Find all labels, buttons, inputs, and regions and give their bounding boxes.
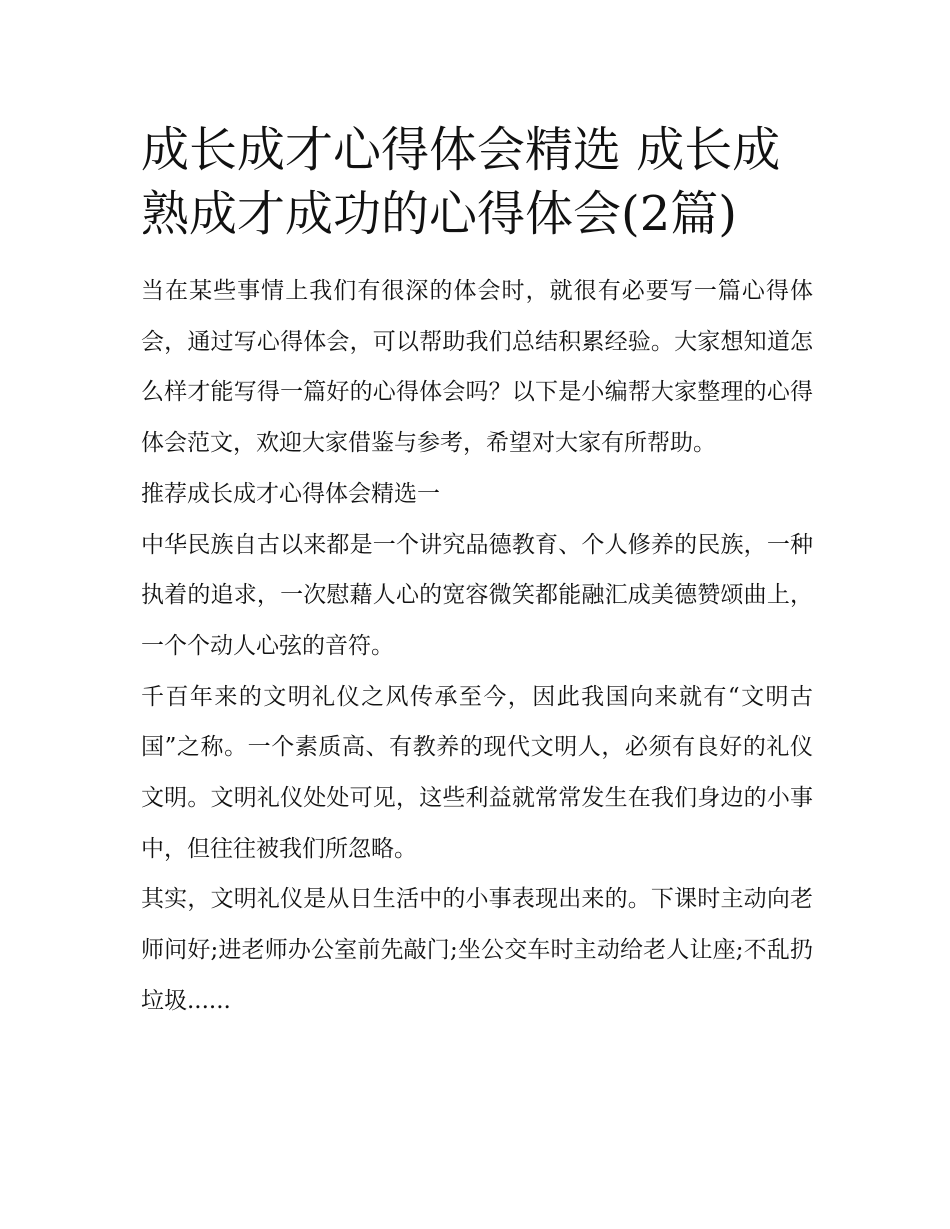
document-title: 成长成才心得体会精选 成长成熟成才成功的心得体会(2篇): [141, 122, 781, 242]
paragraph-intro: 当在某些事情上我们有很深的体会时，就很有必要写一篇心得体会，通过写心得体会，可以帮助我们总结积累经验。大家想知道怎么样才能写得一篇好的心得体会吗？以下是小编帮大家整理的心得体会范文，欢迎大家借鉴与参考，希望对大家有所帮助。: [141, 278, 813, 457]
paragraph: 中华民族自古以来都是一个讲究品德教育、个人修养的民族，一种执着的追求，一次慰藉人心的宽容微笑都能融汇成美德赞颂曲上，一个个动人心弦的音符。: [141, 531, 813, 659]
paragraph: 千百年来的文明礼仪之风传承至今，因此我国向来就有“文明古国”之称。一个素质高、有教养的现代文明人，必须有良好的礼仪文明。文明礼仪处处可见，这些利益就常常发生在我们身边的小事中，但往往被我们所忽略。: [141, 683, 813, 862]
section-heading: 推荐成长成才心得体会精选一: [141, 480, 440, 507]
document-body: [141, 118, 813, 1027]
paragraph: 其实，文明礼仪是从日生活中的小事表现出来的。下课时主动向老师问好;进老师办公室前先敲门;坐公交车时主动给老人让座;不乱扔垃圾......: [141, 886, 813, 1014]
paragraph-list: [141, 266, 813, 1027]
